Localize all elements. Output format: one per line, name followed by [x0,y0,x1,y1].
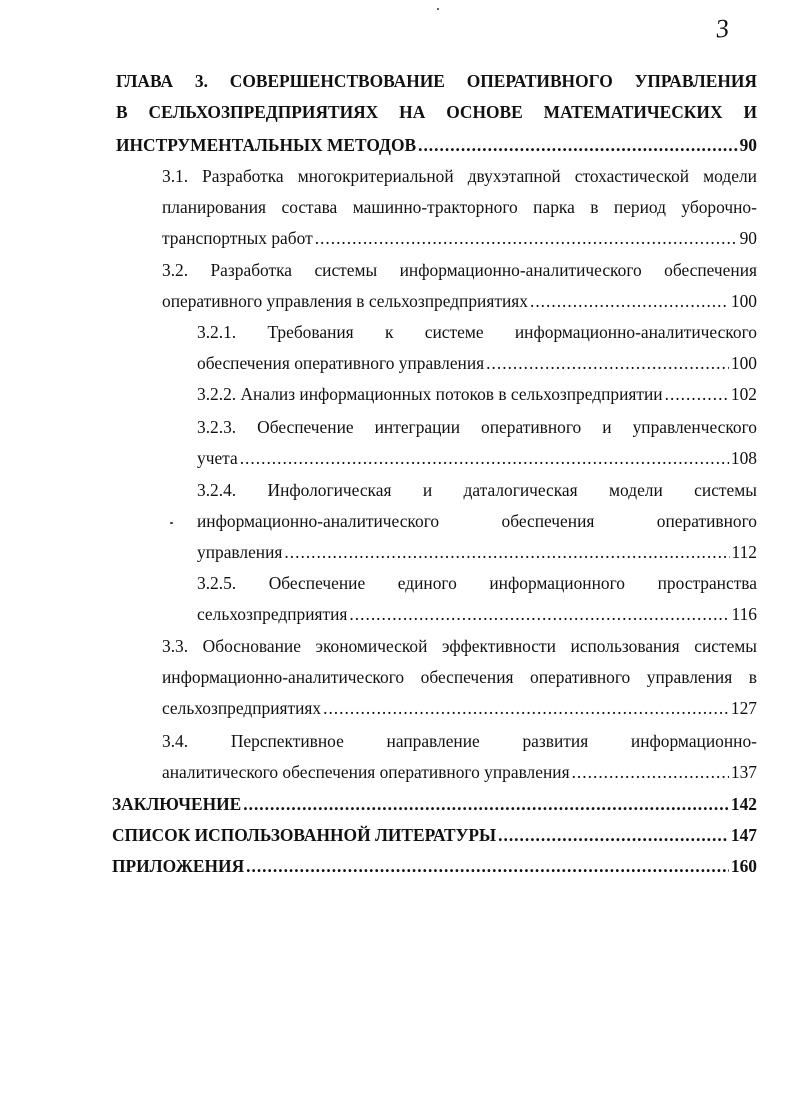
word: Разработка [202,166,284,186]
word: 3.2.5. [197,573,237,593]
word: В [116,102,128,122]
entry-title: ЗАКЛЮЧЕНИЕ [112,794,242,814]
section-3-2-4-line-2 [197,511,757,531]
entry-title: сельхозпредприятиях [162,698,322,718]
appendices-entry [112,856,757,876]
word: пространства [657,573,757,593]
word: 3.2.3. [197,417,237,437]
section-3-2-3-line-1 [197,417,757,437]
word: информационно-аналитического [162,667,405,687]
word: обеспечения [664,260,757,280]
word: многокритериальной [297,166,454,186]
word: и [422,480,433,500]
entry-title: аналитического обеспечения оперативного управления [162,762,570,782]
entry-title: транспортных работ [162,228,313,248]
entry-title: оперативного управления в сельхозпредприятиях [162,291,528,311]
page-ref: 147 [730,825,757,845]
word: управления [646,667,733,687]
word: оперативного [656,511,757,531]
dot-leader [284,542,729,562]
section-3-2-2-line-1 [197,384,757,404]
section-3-2-line-2 [162,291,757,311]
page-ref: 137 [730,762,757,782]
section-3-3-line-2 [162,667,757,687]
section-3-1-line-2 [162,197,757,217]
dot-leader [240,448,729,468]
dot-leader [315,228,738,248]
section-3-4-line-2 [162,762,757,782]
section-3-1-line-3 [162,228,757,248]
dot-leader [349,604,729,624]
word: информационно-аналитического [514,322,757,342]
page-ref: 102 [730,384,757,404]
word: единого [397,573,457,593]
dot-leader [246,856,729,876]
word: оперативного [530,667,631,687]
word: Обеспечение [268,573,366,593]
chapter-3-heading-line-1 [116,71,757,91]
section-3-2-3-line-2 [197,448,757,468]
dot-leader [243,794,729,814]
word: оперативного [481,417,582,437]
dot-leader [665,384,729,404]
word: даталогическая [463,480,578,500]
word: информационно-аналитического [399,260,642,280]
section-3-2-1-line-2 [197,353,757,373]
chapter-3-heading-line-3 [116,135,757,155]
page-ref: 142 [730,794,757,814]
references-entry [112,825,757,845]
section-3-1-line-1 [162,166,757,186]
word: эффективности [441,636,556,656]
word: в [748,667,757,687]
word: модели [609,480,663,500]
word: обеспечения [501,511,595,531]
word: 3.2.4. [197,480,237,500]
word: Разработка [210,260,293,280]
word: планирования [162,197,267,217]
word: МАТЕМАТИЧЕСКИХ [543,102,723,122]
word: Обеспечение [257,417,354,437]
word: экономической [315,636,428,656]
dot-leader [486,353,729,373]
word: и [602,417,612,437]
word: И [743,102,757,122]
entry-title: обеспечения оперативного управления [197,353,485,373]
word: системы [314,260,378,280]
word: СЕЛЬХОЗПРЕДПРИЯТИЯХ [148,102,379,122]
word: информационно- [630,731,757,751]
word: обеспечения [420,667,514,687]
word: ОПЕРАТИВНОГО [466,71,613,91]
dot-leader [418,135,738,155]
page-ref: 100 [730,291,757,311]
handwritten-page-number: 3 [714,13,731,44]
word: к [385,322,394,342]
section-3-2-5-line-1 [197,573,757,593]
word: 3. [194,71,208,91]
word: СОВЕРШЕНСТВОВАНИЕ [229,71,445,91]
section-3-3-line-1 [162,636,757,656]
section-3-2-4-line-1 [197,480,757,500]
word: 3.1. [162,166,189,186]
page-ref: 100 [730,353,757,373]
word: состава [281,197,338,217]
conclusion-entry [112,794,757,814]
page-ref: 160 [730,856,757,876]
chapter-3-heading-line-2 [116,102,757,122]
dot-leader [498,825,729,845]
word: в [590,197,599,217]
word: системы [694,480,757,500]
word: системе [424,322,484,342]
dot-leader [530,291,729,311]
page-ref: 112 [731,542,757,562]
word: информационно-аналитического [197,511,440,531]
word: системы [694,636,757,656]
word: Требования [267,322,354,342]
entry-title: СПИСОК ИСПОЛЬЗОВАННОЙ ЛИТЕРАТУРЫ [112,825,497,845]
page-ref: 108 [730,448,757,468]
entry-title: сельхозпредприятия [197,604,348,624]
word: ГЛАВА [116,71,174,91]
word: машинно-тракторного [352,197,518,217]
page-ref: 127 [730,698,757,718]
entry-title: ИНСТРУМЕНТАЛЬНЫХ МЕТОДОВ [116,135,417,155]
word: информационного [489,573,626,593]
entry-title: учета [197,448,238,468]
word: использования [570,636,680,656]
section-3-2-4-line-3 [197,542,757,562]
page-ref: 90 [739,135,757,155]
word: период [613,197,666,217]
section-3-2-line-1 [162,260,757,280]
word: направление [386,731,480,751]
section-3-3-line-3 [162,698,757,718]
word: НА [399,102,426,122]
section-3-2-1-line-1 [197,322,757,342]
word: модели [703,166,757,186]
word: УПРАВЛЕНИЯ [634,71,757,91]
entry-title: 3.2.2. Анализ информационных потоков в сельхозпредприятии [197,384,663,404]
word: стохастической [574,166,690,186]
word: развития [522,731,589,751]
word: парка [533,197,575,217]
word: Перспективное [230,731,344,751]
entry-title: управления [197,542,283,562]
scan-speck [437,8,439,10]
word: интеграции [374,417,461,437]
word: 3.4. [162,731,189,751]
word: управленческого [632,417,757,437]
dot-leader [323,698,729,718]
section-3-2-5-line-2 [197,604,757,624]
word: 3.2.1. [197,322,237,342]
word: двухэтапной [467,166,561,186]
word: 3.2. [162,260,189,280]
word: уборочно- [681,197,757,217]
entry-title: ПРИЛОЖЕНИЯ [112,856,245,876]
page-ref: 116 [731,604,757,624]
dot-leader [572,762,729,782]
section-3-4-line-1 [162,731,757,751]
scan-speck [170,522,173,524]
word: Инфологическая [267,480,392,500]
word: Обоснование [202,636,301,656]
word: ОСНОВЕ [446,102,523,122]
word: 3.3. [162,636,189,656]
page-ref: 90 [739,228,757,248]
